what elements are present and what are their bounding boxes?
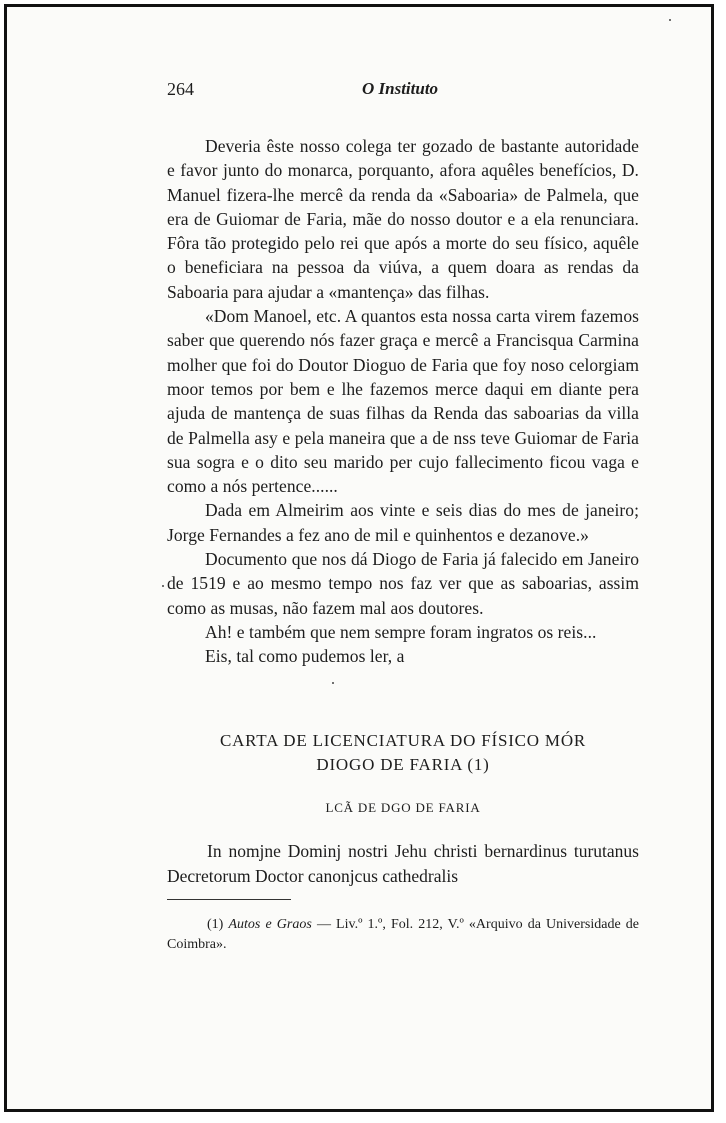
main-text (167, 134, 639, 669)
latin-paragraph: In nomjne Dominj nostri Jehu christi bernardinus turutanus Decretorum Doctor canonjcus cathedralis (167, 841, 639, 886)
footnote-text: — Liv.º 1.º, Fol. 212, V.º «Arquivo da Universidade de Coimbra». (167, 917, 640, 952)
page-header (167, 79, 653, 109)
scan-speck (669, 19, 671, 21)
scan-speck (162, 585, 164, 587)
book-page (7, 7, 711, 1109)
section-subtitle: LCÃ DE DGO DE FARIA (325, 800, 481, 815)
section-title-line-1: CARTA DE LICENCIATURA DO FÍSICO MÓR (219, 731, 587, 750)
paragraph-3-date: Dada em Almeirim aos vinte e seis dias do mes de janeiro; Jorge Fernandes a fez ano de mil e quinhentos e dezanove.» (167, 500, 639, 545)
running-head: O Instituto (362, 79, 439, 98)
section-title-line-2: DIOGO DE FARIA (316, 755, 463, 774)
scanned-page-frame (4, 4, 714, 1112)
paragraph-6-intro: Eis, tal como pudemos ler, a (205, 646, 405, 667)
paragraph-4-document: Documento que nos dá Diogo de Faria já falecido em Janeiro de 1519 e ao mesmo tempo nos faz ver que as saboarias, assim como as musas, não fazem mal aos doutores. (167, 549, 639, 618)
paragraph-1: Deveria êste nosso colega ter gozado de bastante autoridade e favor junto do monarca, porquanto, afora aquêles benefícios, D. Manuel fizera-lhe mercê da renda da «Saboaria» de Palmela, que era de Guiomar de Faria, mãe do nosso doutor e a ela renunciara. Fôra tão protegido pelo rei que após a morte do seu físico, aquêle o beneficiara na pessoa da viúva, a quem doara as rendas da Saboaria para ajudar a «mantença» das filhas. (167, 136, 639, 302)
section-title (167, 729, 639, 777)
page-number: 264 (167, 79, 194, 99)
paragraph-2-letter: «Dom Manoel, etc. A quantos esta nossa carta virem fazemos saber que querendo nós fazer graça e mercê a Francisqua Carmina molher que foi do Doutor Dioguo de Faria que foy noso celorgiam moor temos por bem e lhe fazemos merce daqui em diante pera ajuda de mantença de suas filhas da Renda das saboarias da villa de Palmella asy e pela maneira que a de nss teve Guiomar de Faria sua sogra e o dito seu marido per cujo fallecimento ficou vaga e como a nós pertence...... (167, 306, 639, 497)
footnote-rule (167, 899, 291, 900)
section-title-line-2-wrapper (167, 753, 639, 777)
latin-text (167, 839, 639, 889)
footnote-title: Autos e Graos (228, 917, 312, 932)
footnote (167, 915, 639, 955)
footnote-marker: (1) (207, 917, 224, 932)
paragraph-5-remark: Ah! e também que nem sempre foram ingratos os reis... (205, 621, 597, 642)
scan-speck (332, 682, 334, 684)
section-footnote-ref: (1) (467, 755, 490, 774)
